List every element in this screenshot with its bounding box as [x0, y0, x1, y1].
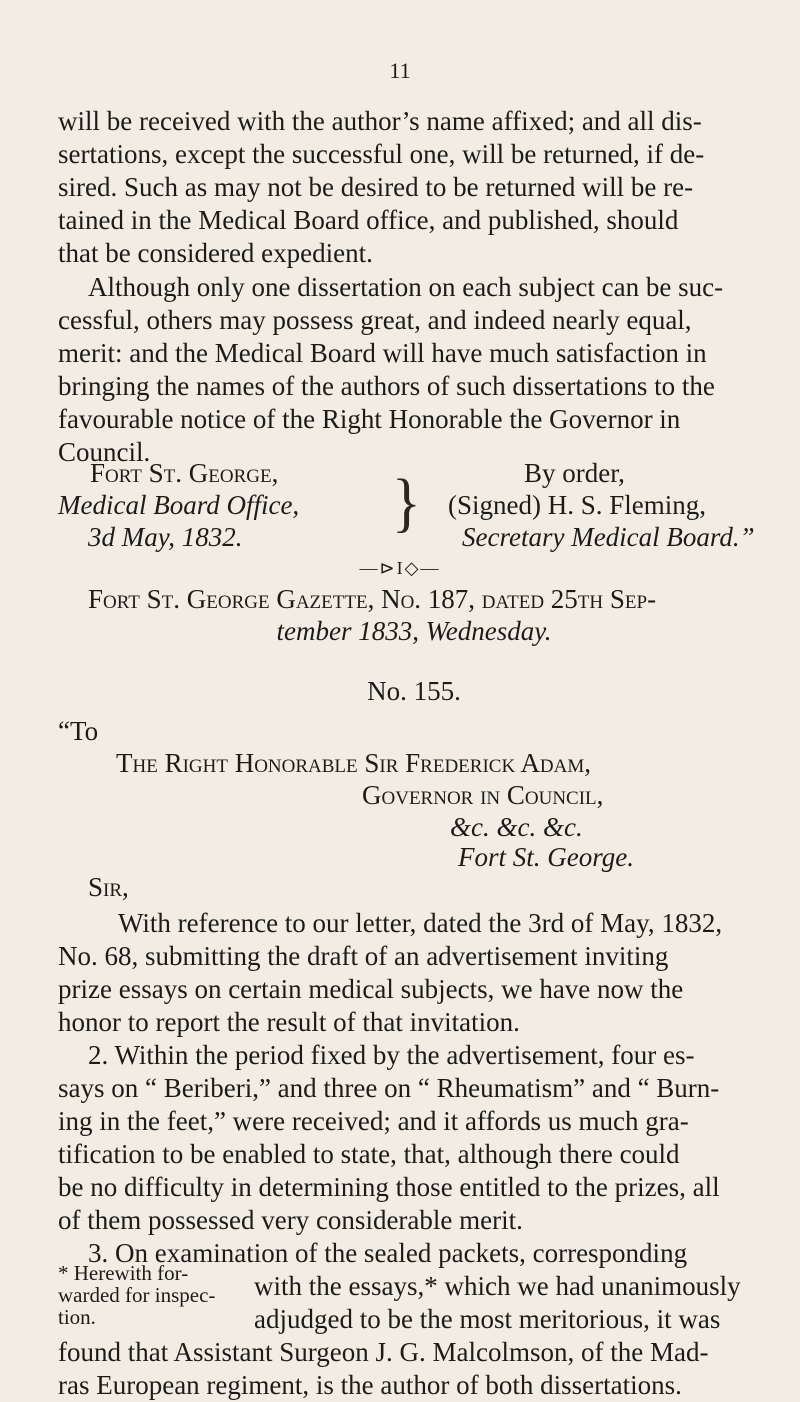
text-line: will be received with the author’s name affixed; and all dis-	[58, 106, 702, 136]
order-line: By order,	[524, 458, 625, 488]
text-line: ras European regiment, is the author of both dissertations.	[58, 1370, 682, 1400]
office-line: Medical Board Office,	[58, 490, 300, 520]
signature-block	[58, 458, 770, 554]
text-line: ing in the feet,” were received; and it affords us much gra-	[58, 1106, 689, 1136]
text-line: tained in the Medical Board office, and published, should	[58, 205, 679, 235]
address-to: “To	[58, 716, 99, 746]
text-line: says on “ Beriberi,” and three on “ Rheumatism” and “ Burn-	[58, 1073, 720, 1103]
text-line: with the essays,* which we had unanimously	[254, 1271, 741, 1301]
text-line: With reference to our letter, dated the 3rd of May, 1832,	[118, 908, 723, 938]
ornament-divider: —⊳I◇—	[359, 558, 441, 578]
address-line: &c. &c. &c.	[450, 812, 583, 842]
text-line: found that Assistant Surgeon J. G. Malcolmson, of the Mad-	[58, 1337, 709, 1367]
address-line: Governor in Council,	[362, 780, 604, 810]
text-line: bringing the names of the authors of such dissertations to the	[58, 371, 715, 401]
text-line: of them possessed very considerable merit.	[58, 1205, 523, 1235]
place-line: Fort St. George,	[90, 458, 279, 488]
gazette-line: tember 1833, Wednesday.	[276, 616, 552, 646]
text-line: honor to report the result of that invitation.	[58, 1007, 520, 1037]
salutation: Sir,	[88, 872, 129, 902]
text-line: sired. Such as may not be desired to be returned will be re-	[58, 172, 694, 202]
text-line: merit: and the Medical Board will have much satisfaction in	[58, 338, 707, 368]
text-line: 3. On examination of the sealed packets, corresponding	[88, 1238, 688, 1268]
address-line: Fort St. George.	[458, 842, 634, 872]
text-line: No. 68, submitting the draft of an advertisement inviting	[58, 941, 669, 971]
text-line: prize essays on certain medical subjects, we have now the	[58, 974, 684, 1004]
text-line: adjudged to be the most meritorious, it was	[254, 1304, 721, 1334]
address-line: The Right Honorable Sir Frederick Adam,	[116, 748, 592, 778]
secretary-line: Secretary Medical Board.”	[462, 522, 755, 552]
text-line: that be considered expedient.	[58, 238, 373, 268]
text-line: Although only one dissertation on each subject can be suc-	[88, 272, 724, 302]
margin-footnote: * Herewith for- warded for inspec- tion.	[58, 1261, 216, 1329]
text-line: sertations, except the successful one, will be returned, if de-	[58, 139, 705, 169]
text-line: Council.	[58, 437, 151, 467]
signed-line: (Signed) H. S. Fleming,	[448, 490, 707, 520]
text-line: be no difficulty in determining those entitled to the prizes, all	[58, 1172, 720, 1202]
text-line: favourable notice of the Right Honorable the Governor in	[58, 404, 681, 434]
brace-mark: }	[392, 465, 421, 539]
page-number: 11	[389, 58, 411, 83]
date-line: 3d May, 1832.	[88, 522, 243, 552]
gazette-line: Fort St. George Gazette, No. 187, dated 25th Sep-	[88, 584, 657, 614]
text-line: cessful, others may possess great, and indeed nearly equal,	[58, 305, 692, 335]
document-number: No. 155.	[367, 676, 461, 706]
text-line: 2. Within the period fixed by the advertisement, four es-	[88, 1040, 695, 1070]
text-line: tification to be enabled to state, that, although there could	[58, 1139, 680, 1169]
